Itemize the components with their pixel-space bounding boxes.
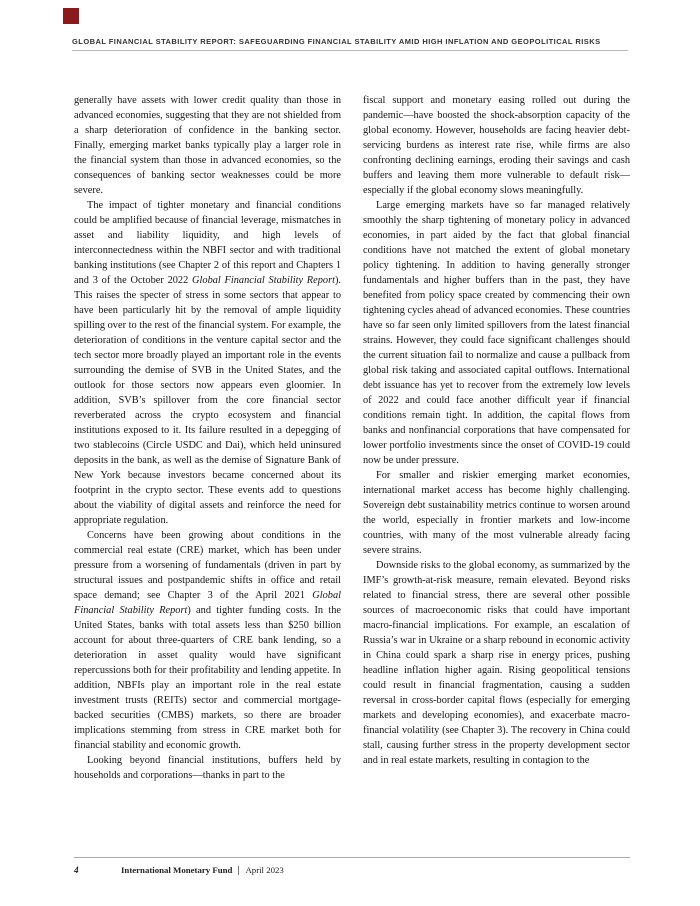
text-run: ). This raises the specter of stress in some sectors that appear to have been particularly hit by the removal of ample liquidity spilling over to the rest of the financial system. For example, the deterioration of conditions in the venture capital sector and the tech sector more broadly played an important role in the events surrounding the demise of SVB in the United States, and the outlook for those sectors now appears even gloomier. In addition, SVB’s spillover from the core financial sector reverberated across the crypto ecosystem and financial institutions exposed to it. Its failure resulted in a depegging of two stablecoins (Circle USDC and Dai), which held uninsured deposits in the bank, as well as the demise of Signature Bank of New York because investors became concerned about its footprint in the crypto sector. These events add to questions about the viability of digital assets and reinforce the need for appropriate regulation. xyxy=(74,275,341,526)
paragraph xyxy=(363,468,630,558)
paragraph xyxy=(363,93,630,198)
header-rule xyxy=(72,50,628,51)
running-header xyxy=(72,37,630,46)
text-run: The impact of tighter monetary and financial conditions could be amplified because of financial leverage, mismatches in asset and liability liquidity, and high levels of interconnectedness within the NBFI sector and with traditional banking institutions (see Chapter 2 of this report and Chapters 1 and 3 of the October 2022 xyxy=(74,200,341,286)
text-run: Looking beyond financial institutions, buffers held by households and corporations—thanks in part to the xyxy=(74,755,341,781)
paragraph xyxy=(74,753,341,783)
page-footer xyxy=(74,865,630,875)
italic-text-run: Global Financial Stability Report xyxy=(192,275,335,286)
text-run: For smaller and riskier emerging market economies, international market access has become highly challenging. Sovereign debt sustainability metrics continue to worsen around the world, especially in frontier markets and low-income countries, with many of the most vulnerable already facing severe strains. xyxy=(363,470,630,556)
text-run: ) and tighter funding costs. In the United States, banks with total assets less than $250 billion account for about three-quarters of CRE bank lending, so a deterioration in asset quality would have significant repercussions both for their profitability and lending appetite. In addition, NBFIs play an important role in the real estate investment trusts (REITs) sector and commercial mortgage-backed securities (CMBS) markets, so there are broader implications stemming from stress in CRE market both for financial stability and economic growth. xyxy=(74,605,341,751)
text-run: Large emerging markets have so far managed relatively smoothly the sharp tightening of monetary policy in advanced economies, in part aided by the fact that global financial conditions have not matched the extent of global monetary policy tightening. In addition to having generally stronger fundamentals and higher buffers than in the past, they have benefited from policy space created by commencing their own tightening cycles ahead of advanced economies. These countries have so far seen only limited spillovers from the latest financial strains. However, they could face significant challenges should the current situation fail to normalize and cause a pullback from global risk taking and associated capital outflows. International debt issuance has yet to recover from the extremely low levels of 2022 and could face another difficult year if financial conditions remain tight. In addition, the capital flows from banks and nonfinancial corporations that have compensated for lower portfolio investments since the onset of COVID-19 could now be under pressure. xyxy=(363,200,630,466)
text-run: generally have assets with lower credit quality than those in advanced economies, suggesting that they are not shielded from a sharp deterioration of confidence in the banking sector. Finally, emerging market banks typically play a larger role in the financial system than those in advanced economies, so the consequences of banking sector weaknesses could be more severe. xyxy=(74,95,341,196)
text-run: fiscal support and monetary easing rolled out during the pandemic—have boosted the shock-absorption capacity of the global economy. However, households are facing heavier debt-servicing burdens as interest rate rise, while firms are also confronting declining earnings, eroding their savings and cash buffers and leaving them more vulnerable to default risk—especially if the global economy slows meaningfully. xyxy=(363,95,630,196)
page-number: 4 xyxy=(74,865,79,875)
paragraph xyxy=(363,198,630,468)
footer-divider xyxy=(238,866,239,875)
paragraph xyxy=(74,93,341,198)
text-run: Downside risks to the global economy, as summarized by the IMF’s growth-at-risk measure, remain elevated. Beyond risks related to financial stress, there are several other possible sources of macroeconomic risks that could have important macro-financial implications. For example, an escalation of Russia’s war in Ukraine or a sharp rebound in economic activity in China could spark a sharp rise in energy prices, pushing headline inflation higher again. Rising geopolitical tensions could result in financial fragmentation, causing a sudden reversal in cross-border capital flows (especially for emerging markets and developing economies), and exacerbate macro-financial volatility (see Chapter 3). The recovery in China could stall, causing further stress in the property development sector and in real estate markets, resulting in contagion to the xyxy=(363,560,630,766)
italic-text-run: Global Financial Stability Report xyxy=(74,590,341,616)
footer-rule xyxy=(74,857,630,858)
paragraph xyxy=(363,558,630,768)
publisher-name: International Monetary Fund xyxy=(121,865,233,875)
report-date: April 2023 xyxy=(245,865,284,875)
right-column xyxy=(363,93,630,853)
running-header-title: GLOBAL FINANCIAL STABILITY REPORT: SAFEGUARDING FINANCIAL STABILITY AMID HIGH INFLATION AND GEOPOLITICAL RISKS xyxy=(72,37,601,46)
paragraph xyxy=(74,198,341,528)
report-brand-square xyxy=(63,8,79,24)
text-run: Concerns have been growing about conditions in the commercial real estate (CRE) market, which has been under pressure from a worsening of fundamentals (driven in part by structural issues and postpandemic shifts in office and retail space demand; see Chapter 3 of the April 2021 xyxy=(74,530,341,601)
paragraph xyxy=(74,528,341,753)
body-columns xyxy=(74,93,630,853)
left-column xyxy=(74,93,341,853)
